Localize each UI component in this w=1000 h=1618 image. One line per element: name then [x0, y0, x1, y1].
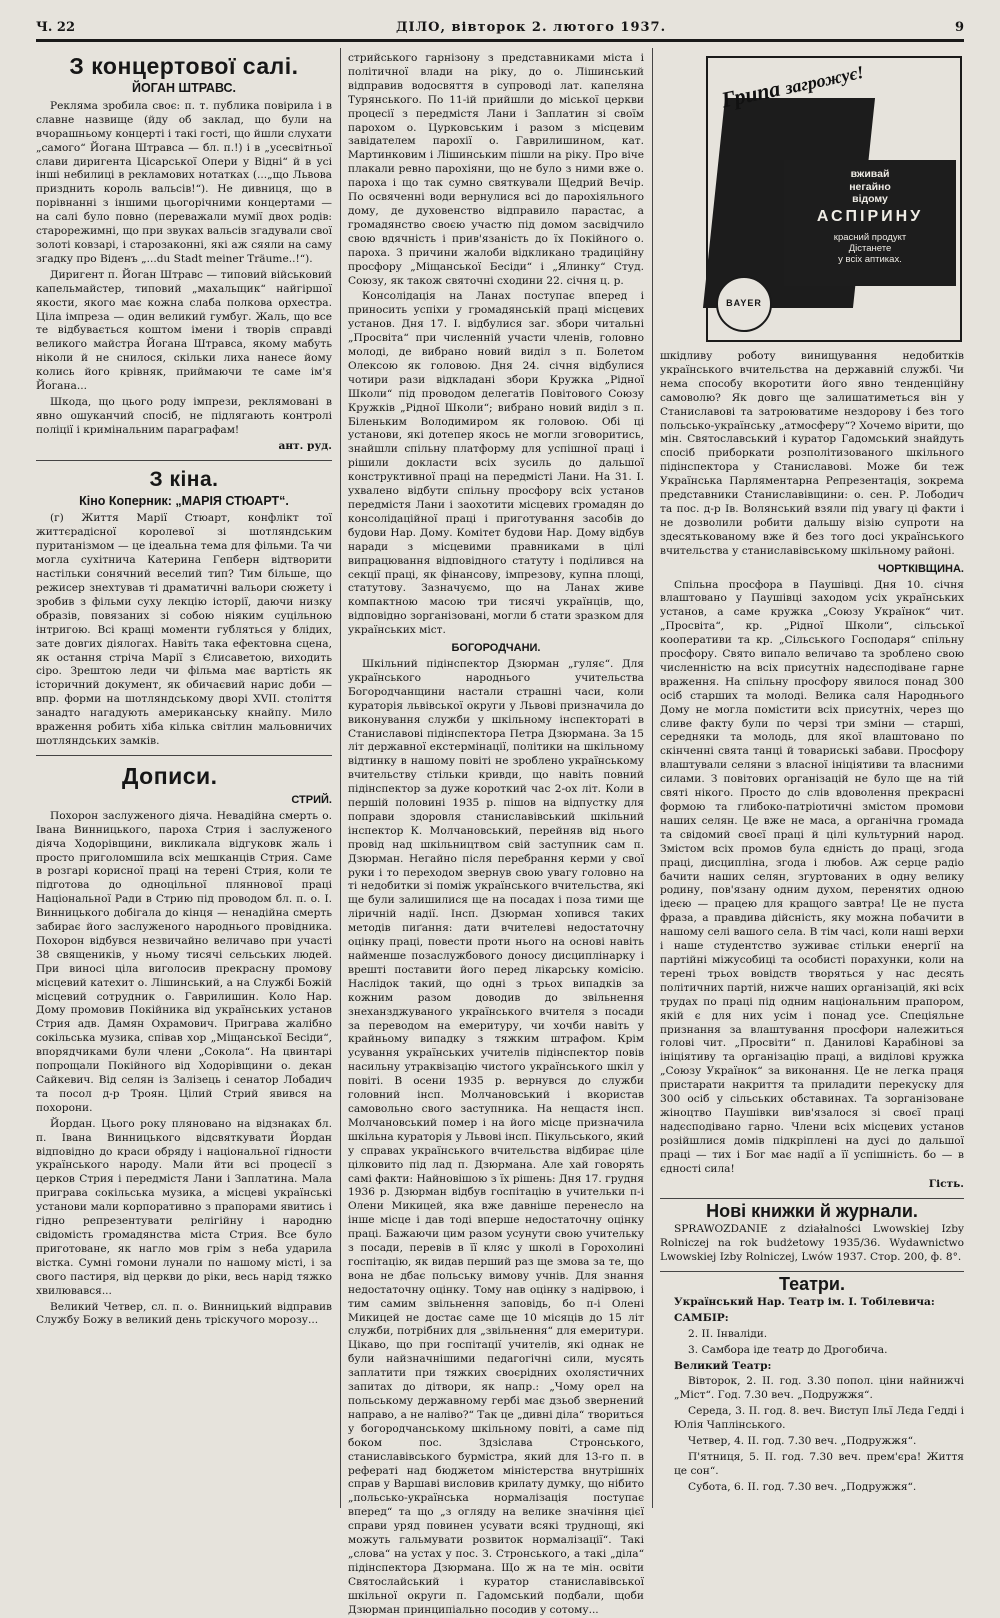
concert-title: З концертової салі.: [69, 53, 299, 79]
books-entry: SPRAWOZDANIE z działalności Lwowskiej Izby Rolniczej na rok budżetowy 1935/36. Wydawnictwo Lwowskiej Izby Rolniczej, Lwów 1937. Стор. 200, ф. 8°.: [660, 1223, 964, 1264]
bohorodchany-paragraph: Шкільний підінспектор Дзюрман „гуляє“. Для українського народнього учительства Богородчанщини настали страшні часи, коли кураторія львівської округи у Львові призначила до виконування служби у шкільному інспектораті в Станиславові підінспектора Петра Дзюрмана. За 15 літ державної екстермінації, політики на шкільному відтинку в нашому повіті не зроблено українському вчительству стільки кривди, що навіть повний підінспектор за дуже короткий час 2-ох літ. Коли в першій половині 1935 р. пішов на відпустку для поправи здоровля станиславівський шкільний інспектор К. Молчановський, перейняв від нього провід над шкільництвом свій заступник сам п. Дзюрман. Негайно після перебрання керми у свої руки і то переходом звернув свою увагу головно на ті недобитки зі поміж українського вчительства, які ще були залишилися ще на посадах і поза тими ще ліричній надії. Інсп. Дзюрман хопився таких методів пиґання: дати вчителеві недостаточну оцінку праці, повести проти нього на основі навіть найменше позаслужбового доносу дисциплінарку і врешті поставити його перед лікарську комісію. Наслідок такий, що одні з трьох випадків за кожним разом доводив до звільнення знеханзджуваного українського вчителя з посади за переводом на емеритуру, чи хочби навіть у крайньому випадку з тяжким штрафом. Крім усування українських учителів підінспектор повів насильну утраквізацію чистого українського шкіл у повіті. В осени 1935 р. вернувся до служби головний інсп. Молчановський і вкористав самовольно свого заступника. На нещастя інсп. Молчановський помер і на його місце призначила шкільна кураторія у Львові інсп. Пікульського, який у справах українського вчительства відбирає ціле цілковито під лад п. Дзюрмана. Але хай говорять самі факти: Найновішою з їх рішень: Дня 17. грудня 1936 р. Дзюрман відбув госпітацію в учительки п-і Олени Микицей, яка вже давніше перенесло на інше місце і дав тоді вперше недостаточну оцінку праці. Бажаючи цим разом усунути свою учительку з посади, перевів в її кляс у школі в Горохолині госпітацію, як видав перший раз ще змова за те, що вона не дбає польську вимову учнів. Для знання недостаточну оцінку. Тому нав оцінку з надірвою, і тим самим звільнення заповідь, бо п-і Олені Микицей не достає саме ще 10 місяців до 15 літ служби, потрібних для „звільнення“ для емеритури. Цікаво, що при госпітації учителів, які однак не були найзначнішими педагогічні сили, мусять заплатити при тяжких своєрідних охолястичних запитах до дітвори, як напр.: „Чому орел на польському державному гербі має дзьоб звернений направо, а не наліво?“ Так це „дивні діла“ твориться у богородчанському шкільному повіті, а саме під боком пос. Здзіслава Стронського, станиславівського бурмістра, який для 13-го п. в рефераті над бюджетом міністерства внутрішніх справ у Варшаві висловив крилату думку, що нібито „польсько-українська нормалізація поступає вперед“ та що „з огляду на велике значіння цієї справи уряд повинен усувати всякі труднощі, які можуть гальмувати розвиток нормалізації“. Такі „слова“ на устах у пос. З. Стронського, а такі „діла“ підінспектора Дзюрмана. Що ж на те мін. освіти Святослайський і куратор станиславівської шкільної округи п. Гадомський подбали, щоби Дзюрман принципіально посодив у сотому...: [348, 657, 644, 1616]
divider: [36, 460, 332, 461]
aspirin-advertisement: [706, 56, 962, 342]
theatres-title: Театри.: [779, 1274, 845, 1294]
bayer-cross-logo: BAYER: [716, 276, 772, 332]
theatre-line: Середа, 3. II. год. 8. веч. Виступ Ільї Лєда Гедді і Юлія Чаплінського.: [674, 1405, 964, 1432]
theatre-town: САМБІР:: [674, 1311, 729, 1324]
column-2: [348, 52, 644, 1616]
column-3: [660, 350, 964, 1510]
letters-paragraph: Похорон заслуженого діяча. Невадійна смерть о. Івана Винницького, пароха Стрия і заслуженого діяча Ходорівщини, викликала відгуковк жаль і просто приголомшила всіх мешканців Стрия. Саме в розгарі корисної праці на терені Стрия, коли те підготова до одноцільної пляннової праці Національної Ради в Стрию під проводом бл. п. о. І. Винницького добігала до кінця — ненадійна смерть забирає його заслуженого народнього провідника. Похорон відбувся незвичайно величаво при участі 38 священиків, у ньому тисячі сельських людей. При виносі ціла виголосив прекрасну промову місцевий катехит о. Лішинський, а на Службі Божій місцевий сотрудник о. Гаврилишин. Коло Нар. Дому промовив Покійника від українських установ Стрия адв. Дамян Охрамович. Приграва жалібно сокільська музика, співав хор „Міщанської Бесіди“, впорядчиками були члени „Сокола“. На цвинтарі попрощали Покійного від Ходорівщини о. декан Сайкевич. Від селян із Залізець і сенатор Лобадич та посол д-р Троян. Цілий Стрий явився на похорони.: [36, 809, 332, 1114]
page-number: 9: [954, 20, 964, 35]
divider: [660, 1271, 964, 1272]
ad-banner-word2: загрожує!: [783, 61, 866, 98]
ad-brand: АСПІРИНУ: [816, 207, 924, 225]
ad-foot: красний продукт: [833, 231, 907, 243]
theatre-line: Четвер, 4. II. год. 7.30 веч. „Подружжя“.: [688, 1435, 917, 1448]
paushivka-signature: Гість.: [928, 1178, 964, 1191]
theatre-line: 2. II. Інваліди.: [688, 1327, 768, 1340]
column-1: [36, 52, 332, 1512]
cinema-title: З кіна.: [149, 467, 219, 491]
concert-paragraph: Диригент п. Йоган Штравс — типовий військовий капельмайстер, типовий „махальщик“ найгіршої якости, якого має кожна слаба полкова орхестра. Ціла імпреза — один великий гумбуг. Жаль, що все те відбувається коштом імени і творів справді великого майстра Йогана Штравса, якому мабуть ніколи й не снилося, скільки лиха нанесе йому колись його крівняк, приймаючи те саме ім'я Йогана...: [36, 268, 332, 393]
masthead-title: ДІЛО, вівторок 2. лютого 1937.: [396, 20, 667, 35]
ad-line: негайно: [849, 180, 891, 193]
letters-title: Дописи.: [122, 762, 218, 789]
theatre-line: Субота, 6. II. год. 7.30 веч. „Подружжя“.: [688, 1480, 917, 1493]
stryi-continuation: стрийського гарнізону з представниками міста і політичної влади на ріку, до о. Лішинський відправив водосвяття в супроводі лат. капеляна Турянського. По 11-ій прийшли до міської церкви процесії з передмістя Лани і Заплатин зі своїм парохом о. Цурковським і разом з місцевим завідателем парохії о. Гаврилишином, кат. Мартинковим і Лішинським пішли на ріку. Про віче плакали ревно парохіяни, що не було з ними вже о. пароха і що так сумно святкували Щедрий Вечір. По освяченні води вернулися всі до парохіяльного дому, де духовенство відправило парастас, а громадянство своєю участю під домом засвідчило свою вдячність і прив'язаність до їх Покійного о. пароха. З причини жалоби відкликано традиційну просфору „Міщанської Бесіди“ і „Ялинку“ Студ. Союзу, як також святочні сходини 22. січня ц. р.: [348, 52, 644, 287]
books-title: Нові книжки й журнали.: [706, 1201, 918, 1222]
bohorodchany-continuation: шкідливу роботу винищування недобитків українського вчительства на державній службі. Чи нема способу вкоротити його явно тенденційну самоволю? Як довго ще залишатиметься він у Станиславові та затроюватиме нездорову і без того польсько-українську „атмосферу“? Хочемо вірити, що мін. Святославський і куратор Гадомський знайдуть спосіб приборкати розполітизованого шкільного підінспектора у Станиславові. Може би теж Українська Парляментарна Репрезентація, зокрема представники Станиславівщини: о. сен. Р. Лободич та пос. д-р Ів. Волянський взяли під увагу ці факти і не дозволили робити дальшу візію супроти на здесятькованому вже й без того досі українського вчительства у станиславівському шкільному районі.: [660, 350, 964, 557]
place-stryi: СТРИЙ.: [291, 793, 332, 806]
column-divider: [340, 48, 341, 1508]
ad-text-box: [784, 160, 956, 286]
place-chortkiv: ЧОРТКІВЩИНА.: [878, 562, 964, 575]
cinema-paragraph: (г) Життя Марії Стюарт, конфлікт тої життєрадісної королевої зі шотляндським пуританізмом — це ідеальна тема для фільми. Та чи могла сухітнича Катерина Гепберн відтворити настільки сонячний веселий тип? Тим більше, що режисер знехтував ті драматичні вальори сюжету і зробив з фільми суху лекцію історії, даючи низку образів, повязаних зі собою ніяким суцільною інтригою. Всі кращі моменти губляться у блідих, зате довгих діялогах. Навіть така ефектовна сцена, як остання стріча Марії з Єлисаветою, виходить сіро. Зрештою леди чи фільма має вартість як історичний документ, як обичаєвий нарис доби — впр. форми на шотляндському дворі XVII. століття занадто нагадують американську кнайпу. Мило враження робить хіба кілька світлин мальовничих шотляндських замків.: [36, 512, 332, 747]
column-divider: [652, 48, 653, 1508]
letters-paragraph: Великий Четвер, сл. п. о. Винницький відправив Службу Божу в великий день тріскучого морозу...: [36, 1300, 332, 1327]
divider: [36, 755, 332, 756]
ad-banner-word1: Грипа: [719, 75, 783, 113]
theatre-line: Вівторок, 2. II. год. 3.30 попол. ціни найнижчі „Міст“. Год. 7.30 веч. „Подружжя“.: [674, 1375, 964, 1402]
ad-foot: у всіх аптиках.: [838, 253, 902, 265]
paushivka-paragraph: Спільна просфора в Паушівці. Дня 10. січня влаштовано у Паушівці заходом усіх українських установ, а саме кружка „Союзу Українок“ чит. „Просвіта“, кр. „Рідної Школи“, сільської кооперативи та кр. „Сільського Господаря“ спільну просфору. Свято випало величаво та зроблено свою численністю на всіх присутніх надєсподіване гарне враження. На спільну просфору явилося понад 300 осіб старших та молоді. Велика саля Народнього Дому не могла помістити всіх присутніх, через що сливе факту були по черзі три зміни — старші, середняки та молодь, для якої влаштовано по скінченні свята танці й товариські забави. Просфору влаштували селяни з власної ініціятиви та власними силами. З повітових організацій не було ще на тій святі нікого. Просто до слів вдоволення прекрасні формою та глибоко-патріотичні змістом промови наших селян. Це вже не маса, а органічна громада та свідомий своєї праці й цілі культурний народ. Змістом всіх промов була єдність до праці, згода праці, дисципліна, згода і любов. Аж серце радіо бачити наших селян, згуртованих в одну велику родину, пов'язану одним духом, перенятих одною ідеєю — працею для кращого завтра! Це не пуста фраза, а правдива дійсність, яку можна побачити в нашому селі вашого села. В тім часі, коли наші верхи і наше студентство зуживає стільки енергії на партійні міжусобиці та особисті порахунки, коли на терені трьох вовідств творяться у нас десять політичних партій, нижче наших організацій, які всіх трудах по праці під одним національним прапором, якій є для них усім і понад усе. Спеціяльне признання за влаштування просфори належиться голові чит. „Просвіти“ п. Даниловi Карабінові за ініціятиву та організацію праці, а виділові кружка „Союзу Українок“ за виконання. Це не легка праця пристарати накриття та приладити перекуску для 300 осіб у сільських обставинах. Та зорганізоване жіноцтво Паушівки вив'язалося зі своєї праці надєсподіванo гарно. Члени всіх місцевих установ розійшлися домів підкріплені на дусі до дальшої праці — тих і Бог має надії а її успішність. бо — в єдності сила!: [660, 578, 964, 1175]
concert-paragraph: Шкода, що цього роду імпрези, реклямовані в явно ошуканчий спосіб, не підлягають контролі поліції і кримінальним параграфам!: [36, 395, 332, 436]
theatre-org: Український Нар. Театр ім. І. Тобілевича:: [674, 1295, 935, 1308]
divider: [660, 1198, 964, 1199]
ad-foot: Дістанете: [848, 242, 892, 254]
ad-line: вживай: [850, 168, 890, 180]
theatre-town: Великий Театр:: [674, 1359, 772, 1372]
masthead: [36, 18, 964, 40]
concert-paragraph: Реклямa зробила своє: п. т. публика повірила і в славне назвище (йду об заклад, що були на вчорашньому концерті і такі гості, що йшли слухати „самого“ Йогана Штравса — бл. п.!) і в „усесвітньої слави диригента Цісарської Опери у Відні“ й в усі інші небилиці в рекламових нотатках (...„що Львова призднить король вальсів!“). Не дивниця, що в порівнанні з іншими цьогорічними концертами — на салі було повно (переважали мумії двох родів: старорежимні, що при звуках вальсів згадували свої золоті ковзарі, і старозаконні, які аж сяяли на саму згадку про Віденъ „...du Stadt meiner Träume..!“).: [36, 99, 332, 265]
top-rule: [36, 39, 964, 42]
place-bohorodchany: БОГОРОДЧАНИ.: [451, 642, 541, 655]
concert-subtitle: ЙОГАН ШТРАВС.: [131, 81, 237, 95]
letters-paragraph: Йордан. Цього року пляновано на відзнаках бл. п. Івана Винницького відсвяткувати Йордан відповідно до краси обряду і національної гідности українського народу. Мали йти всі процесії з церков Стрия і передмістя Лани і Заплатина. Мала приграва сокільська музика, а місцеві українські установи мали корпоративно з прапорами явитись і гідно репрезентувати релігійну і народню свідомість громадянства міста Стрия. Все було приготоване, як нагло мов грім з неба ударила вістка. Сумні гомони лунали по нашому місті, і за свого пастиря, від церкви до ріки, весь нарід тяжко хвилювався...: [36, 1117, 332, 1297]
theatre-line: 3. Самбора іде театр до Дрогобича.: [688, 1343, 888, 1356]
concert-signature: ант. руд.: [278, 439, 332, 452]
cinema-subtitle: Кіно Коперник: „МАРІЯ СТЮАРТ“.: [79, 493, 289, 508]
ad-line: відому: [852, 193, 888, 205]
issue-number: Ч. 22: [36, 20, 76, 35]
lany-paragraph: Консолідація на Ланах поступає вперед і приносить успіхи у громадянській праці місцевих установ. Дня 17. I. відбулися заг. збори читальні „Просвіта“ при численній участи членів, головно молоді, де вибрано новий виділ з п. Болетом Олексою як головою. Дня 24. січня відбулися чотири рази відкладані збори Кружка „Рідної Школи“ під проводом делегатів Повітового Союзу Кружків „Рідної Школи“; вибрано новий виділ з п. Біленьким Володимиром як головою. Обі ці установи, які дотепер якось не могли зговоритись, знайшли спільну платформу для успішної праці і рішили докласти всіх зусиль до дальшої конструктивної праці на передмісті Лани. На 31. I. ухвалено відбути спільну просфору всіх установ передмістя Лани і заохотити місцевих громадян до консолідаційної праці і приготування засобів до будови Нар. Дому. Комітет будови Нар. Дому відбув наради з місцевими правниками в цілі випрацювання відповідного статуту і поділився на секції праці, як фінансову, імпрезову, купна площі, статутову. Зазначуємо, що на Ланах живе компактною масою три тисячі українців, що, відповідно зорганізовані, могли б стати зразком для українських міст.: [348, 290, 644, 637]
theatre-line: П'ятниця, 5. II. год. 7.30 веч. прем'єра! Життя це сон“.: [674, 1450, 964, 1477]
